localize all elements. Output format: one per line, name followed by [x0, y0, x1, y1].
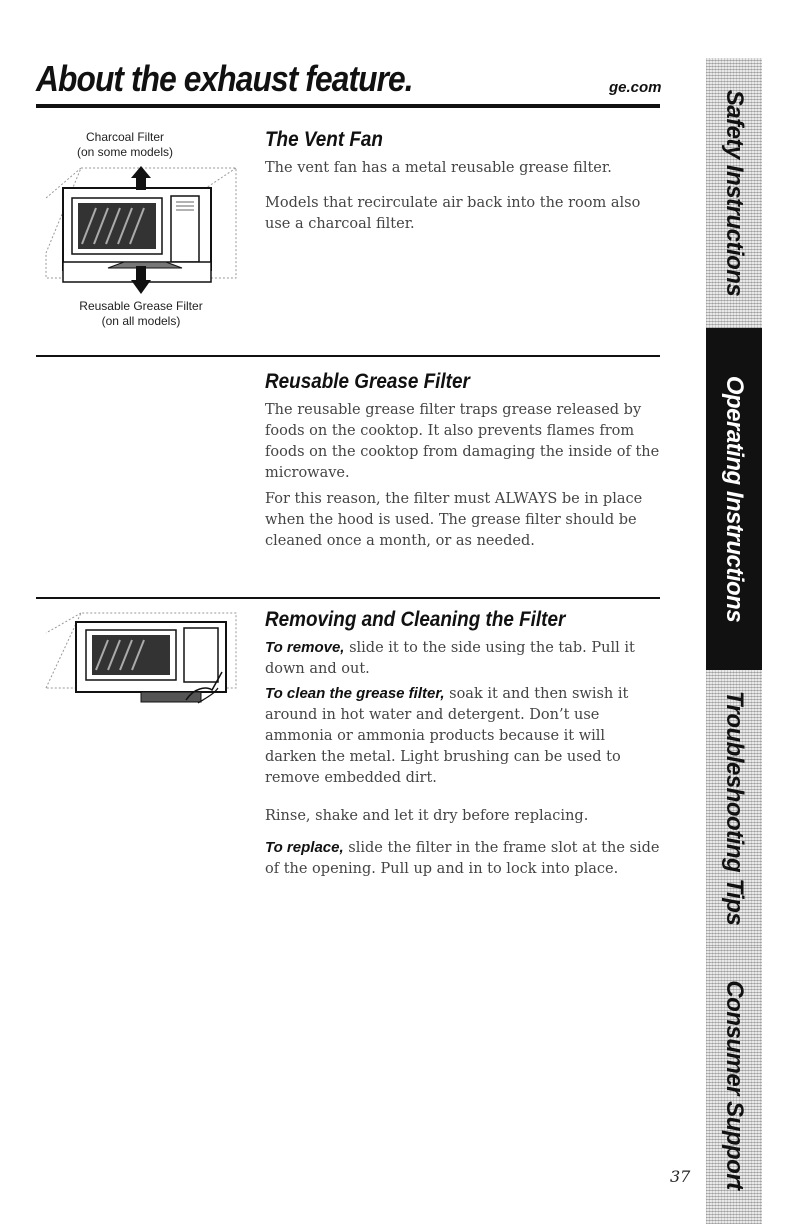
grease-filter-note: (on all models)	[101, 314, 181, 328]
replace-lead: To replace,	[265, 839, 344, 856]
tab-label: Consumer Support	[721, 980, 748, 1190]
page-title: About the exhaust feature.	[36, 58, 413, 99]
charcoal-filter-label: Charcoal Filter	[85, 130, 165, 144]
tab-operating-instructions[interactable]	[706, 328, 762, 670]
reusable-filter-para-1: The reusable grease filter traps grease released by foods on the cooktop. It also prevents flames from foods on the cooktop from damaging the inside of the microwave.	[265, 402, 660, 481]
tab-label: Troubleshooting Tips	[721, 690, 748, 926]
charcoal-filter-note: (on some models)	[76, 145, 174, 159]
clean-instructions	[265, 683, 660, 789]
microwave-filters-illustration	[36, 158, 246, 298]
vent-fan-para-2: Models that recirculate air back into the room also use a charcoal filter.	[265, 195, 641, 232]
tab-troubleshooting-tips[interactable]	[706, 670, 762, 946]
replace-instructions	[265, 837, 660, 880]
remove-instructions	[265, 637, 660, 680]
grease-filter-label: Reusable Grease Filter	[79, 299, 203, 313]
tab-consumer-support[interactable]	[706, 946, 762, 1224]
remove-lead: To remove,	[265, 639, 345, 656]
vent-fan-para-1: The vent fan has a metal reusable grease filter.	[265, 160, 612, 176]
vent-fan-heading: The Vent Fan	[265, 128, 383, 151]
clean-lead: To clean the grease filter,	[265, 685, 445, 702]
section-divider	[36, 355, 660, 357]
charcoal-filter-caption	[60, 130, 190, 160]
remove-text: slide it to the side using the tab. Pull it down and out.	[265, 640, 635, 677]
page-number: 37	[670, 1167, 691, 1186]
section-divider	[36, 597, 660, 599]
clean-text: soak it and then swish it around in hot water and detergent. Don’t use ammonia or ammonia products because it will darken the metal. Light brushing can be used to remove embedded dirt.	[265, 686, 629, 786]
tab-label: Safety Instructions	[721, 89, 748, 297]
reusable-filter-para-2: For this reason, the filter must ALWAYS be in place when the hood is used. The grease filter should be cleaned once a month, or as needed.	[265, 491, 643, 549]
rinse-instructions: Rinse, shake and let it dry before replacing.	[265, 808, 589, 824]
header-rule	[36, 104, 660, 108]
tab-label: Operating Instructions	[721, 375, 748, 623]
grease-filter-caption	[36, 299, 246, 329]
section-tabs	[706, 58, 762, 1224]
website-link[interactable]: ge.com	[609, 79, 662, 96]
removing-heading: Removing and Cleaning the Filter	[265, 608, 566, 631]
replace-text: slide the filter in the frame slot at the side of the opening. Pull up and in to lock into place.	[265, 840, 660, 877]
reusable-filter-heading: Reusable Grease Filter	[265, 370, 470, 393]
filter-removal-illustration	[36, 608, 246, 708]
tab-safety-instructions[interactable]	[706, 58, 762, 328]
